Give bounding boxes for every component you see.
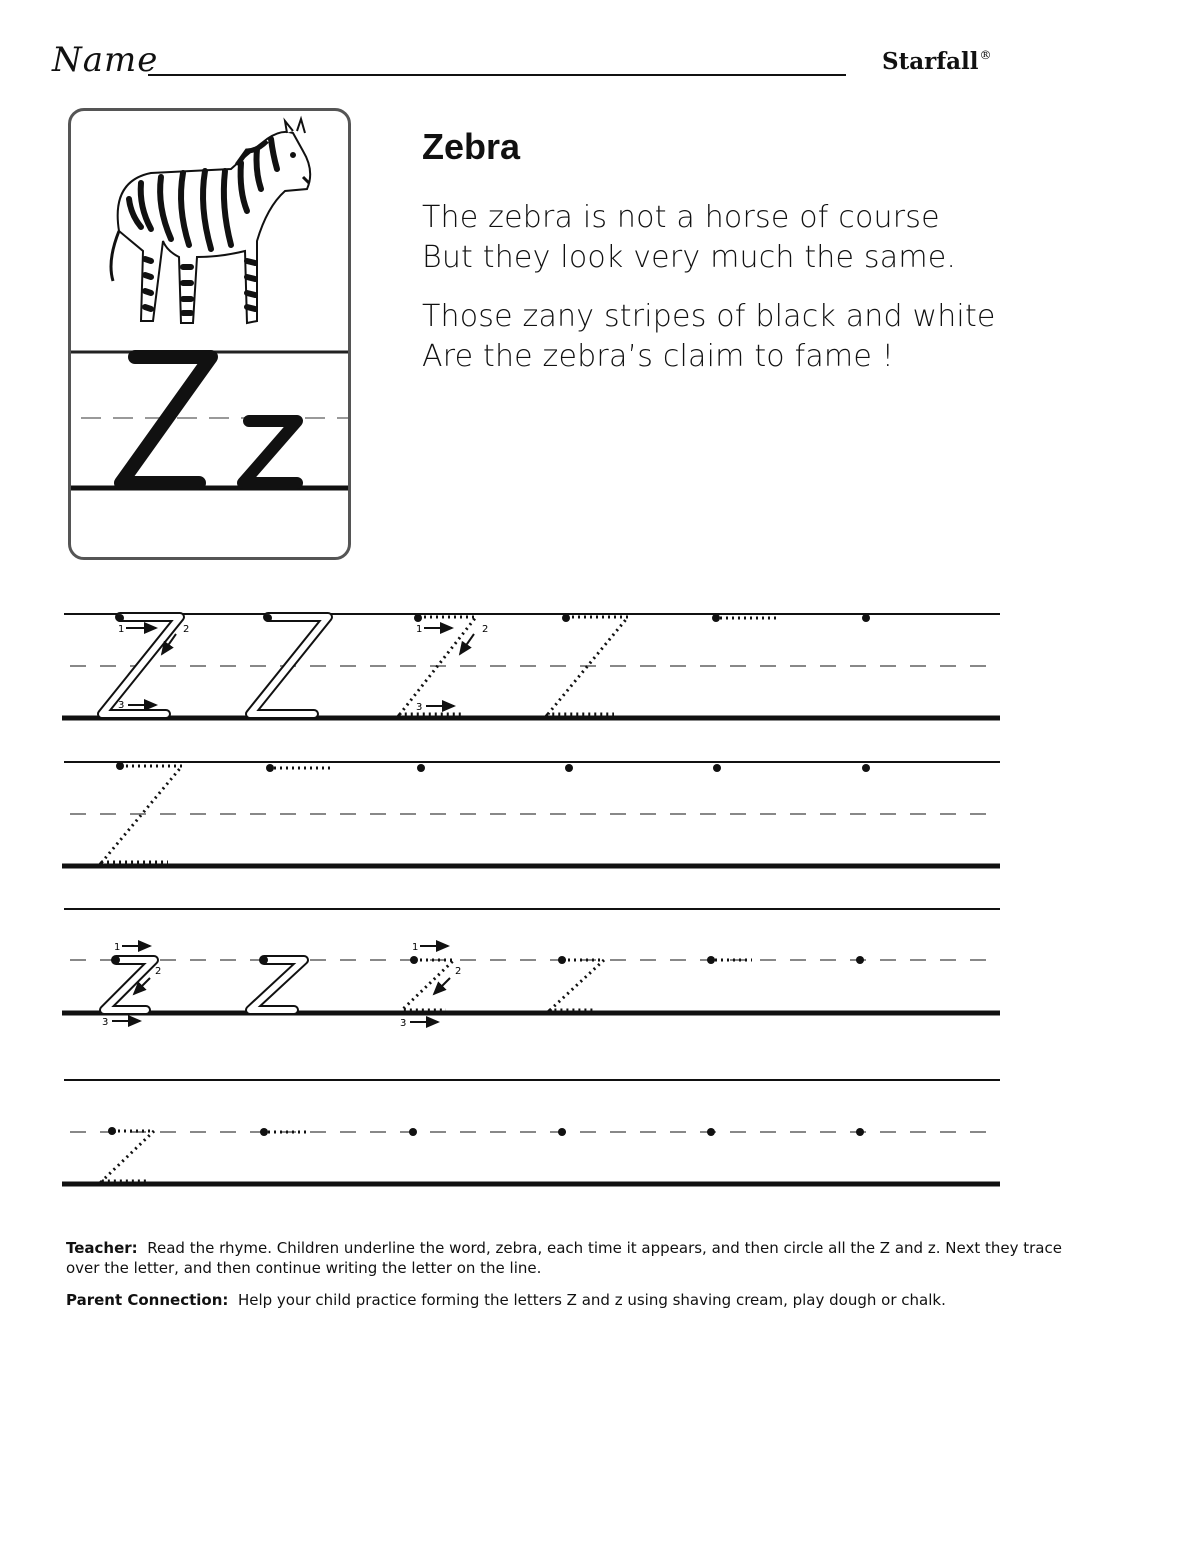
start-dot [856, 1128, 864, 1136]
start-dot [707, 1128, 715, 1136]
brand-name: Starfall [882, 48, 979, 75]
brand-logo [882, 48, 992, 75]
outlined-uppercase-z [250, 614, 328, 714]
stroke-number: 1 [118, 624, 125, 635]
parent-text: Help your child practice forming the letters Z and z using shaving cream, play dough or chalk. [237, 1291, 946, 1309]
stroke-number: 1 [416, 624, 423, 635]
rhyme-line: But they look very much the same. [422, 240, 957, 275]
dotted-lowercase-z [102, 1127, 154, 1181]
zebra-icon [111, 119, 310, 323]
traced-uppercase-z-guide [102, 614, 189, 714]
practice-row-uppercase-2[interactable] [62, 762, 1000, 866]
start-dot [558, 1128, 566, 1136]
brand-registered-mark: ® [979, 48, 992, 62]
start-dot [565, 764, 573, 772]
teacher-label: Teacher: [66, 1239, 138, 1257]
instructions [66, 1238, 1066, 1322]
name-write-line[interactable] [148, 74, 846, 76]
start-dot [417, 764, 425, 772]
rhyme-title: Zebra [422, 126, 521, 167]
uppercase-z-glyph [121, 357, 211, 483]
teacher-text: Read the rhyme. Children underline the word, zebra, each time it appears, and then circle all the Z and z. Next they trace over the letter, and then continue writing the letter on the line. [66, 1239, 1062, 1277]
start-dot [862, 764, 870, 772]
start-dot [713, 764, 721, 772]
stroke-number: 3 [416, 702, 423, 713]
dotted-uppercase-z-numbered [400, 614, 488, 714]
practice-row-lowercase-2[interactable] [62, 1080, 1000, 1184]
dotted-lowercase-z-numbered [400, 942, 461, 1029]
stroke-number: 1 [412, 942, 419, 953]
rhyme-line: Those zany stripes of black and white [422, 299, 996, 334]
dotted-uppercase-z [102, 762, 182, 862]
stroke-number: 1 [114, 942, 121, 953]
dotted-start-stroke [266, 764, 332, 772]
dotted-uppercase-z [548, 614, 628, 714]
practice-row-uppercase-1[interactable] [62, 614, 1000, 718]
stroke-number: 3 [400, 1018, 407, 1029]
stroke-number: 3 [102, 1017, 109, 1028]
practice-row-lowercase-1[interactable] [62, 909, 1000, 1029]
stroke-number: 2 [155, 966, 162, 977]
teacher-instructions [66, 1238, 1066, 1278]
dotted-start-stroke [707, 956, 752, 964]
stroke-number: 2 [455, 966, 462, 977]
start-dot [409, 1128, 417, 1136]
letter-card-art [71, 111, 348, 557]
letter-card [68, 108, 351, 560]
rhyme-line: The zebra is not a horse of course [422, 200, 940, 235]
stroke-number: 3 [118, 700, 125, 711]
start-dot [856, 956, 864, 964]
lowercase-z-glyph [243, 421, 297, 483]
stroke-number: 2 [183, 624, 190, 635]
parent-label: Parent Connection: [66, 1291, 229, 1309]
stroke-number: 2 [482, 624, 489, 635]
start-dot [862, 614, 870, 622]
outlined-lowercase-z [250, 956, 304, 1010]
practice-area[interactable] [0, 590, 1200, 1210]
dotted-lowercase-z [550, 956, 604, 1010]
rhyme-line: Are the zebra’s claim to fame ! [422, 339, 894, 374]
dotted-start-stroke [712, 614, 776, 622]
name-label: Name [52, 40, 159, 80]
parent-connection [66, 1290, 1066, 1310]
